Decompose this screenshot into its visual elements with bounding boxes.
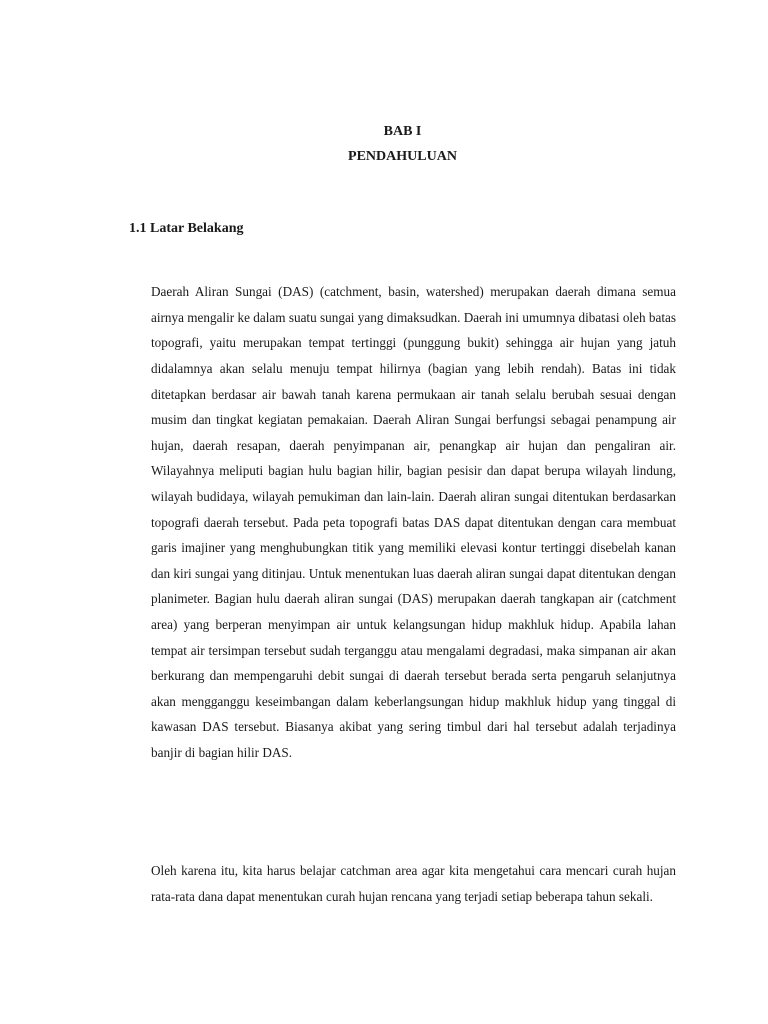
chapter-title: PENDAHULUAN — [348, 149, 457, 164]
chapter-heading — [0, 119, 768, 169]
section-heading: 1.1 Latar Belakang — [129, 221, 244, 236]
paragraph-1: Daerah Aliran Sungai (DAS) (catchment, basin, watershed) merupakan daerah dimana semua airnya mengalir ke dalam suatu sungai yang dimaksudkan. Daerah ini umumnya dibatasi oleh batas topografi, yaitu merupakan tempat tertinggi (punggung bukit) sehingga air hujan yang jatuh didalamnya akan selalu menuju tempat hilirnya (bagian yang lebih rendah). Batas ini tidak ditetapkan berdasar air bawah tanah karena permukaan air tanah selalu berubah sesuai dengan musim dan tingkat kegiatan pemakaian. Daerah Aliran Sungai berfungsi sebagai penampung air hujan, daerah resapan, daerah penyimpanan air, penangkap air hujan dan pengaliran air. Wilayahnya meliputi bagian hulu bagian hilir, bagian pesisir dan dapat berupa wilayah lindung, wilayah budidaya, wilayah pemukiman dan lain-lain. Daerah aliran sungai ditentukan berdasarkan topografi daerah tersebut. Pada peta topografi batas DAS dapat ditentukan dengan cara membuat garis imajiner yang menghubungkan titik yang memiliki elevasi kontur tertinggi disebelah kanan dan kiri sungai yang ditinjau. Untuk menentukan luas daerah aliran sungai dapat ditentukan dengan planimeter. Bagian hulu daerah aliran sungai (DAS) merupakan daerah tangkapan air (catchment area) yang berperan menyimpan air untuk kelangsungan hidup makhluk hidup. Apabila lahan tempat air tersimpan tersebut sudah terganggu atau mengalami degradasi, maka simpanan air akan berkurang dan mempengaruhi debit sungai di daerah tersebut berada serta pengaruh selanjutnya akan mengganggu keseimbangan dalam keberlangsungan hidup makhluk hidup yang tinggal di kawasan DAS tersebut. Biasanya akibat yang sering timbul dari hal tersebut adalah terjadinya banjir di bagian hilir DAS. — [151, 284, 676, 760]
chapter-number: BAB I — [383, 124, 422, 139]
paragraph-2: Oleh karena itu, kita harus belajar catchman area agar kita mengetahui cara mencari curah hujan rata-rata dana dapat menentukan curah hujan rencana yang terjadi setiap beberapa tahun sekali. — [151, 863, 676, 904]
